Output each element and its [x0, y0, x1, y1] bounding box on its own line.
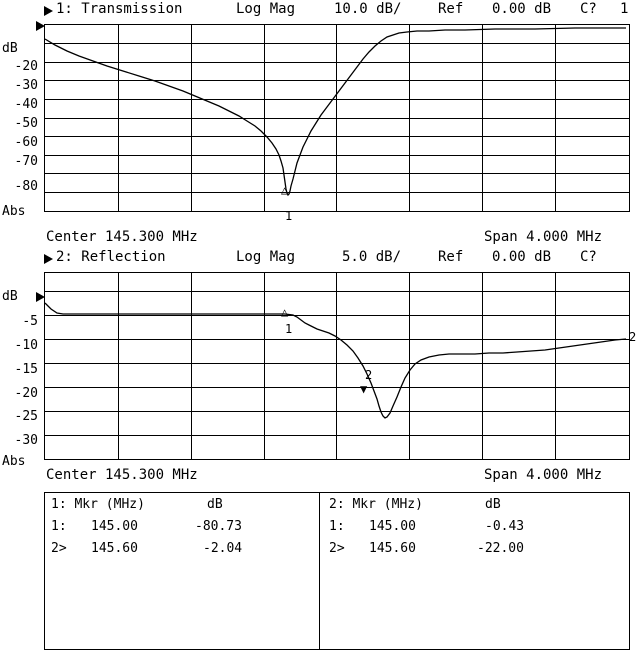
channel2-db-axis-label: dB: [2, 289, 18, 304]
marker-table: [44, 492, 630, 650]
channel1-cal-status: C?: [580, 1, 597, 17]
channel2-ytick--5: -5: [22, 314, 38, 329]
channel1-title: 1: Transmission: [56, 1, 183, 17]
channel2-ytick--20: -20: [14, 386, 38, 401]
channel2-ref-label: Ref: [438, 249, 464, 265]
marker-table-left-row1-freq: 145.00: [91, 519, 138, 534]
channel1-ref-label: Ref: [438, 1, 464, 17]
channel2-ytick--25: -25: [14, 409, 38, 424]
channel1-scale: 10.0 dB/: [334, 1, 402, 17]
marker-table-divider: [319, 493, 320, 649]
channel2-cal-status: C?: [580, 249, 597, 265]
marker-table-right-row1-value: -0.43: [485, 519, 525, 534]
marker-table-left-row2-value: -2.04: [203, 541, 243, 556]
channel2-title: 2: Reflection: [56, 249, 166, 265]
channel1-ytick--60: -60: [14, 135, 38, 150]
channel2-trace: [45, 273, 627, 457]
marker-table-left-row2-freq: 145.60: [91, 541, 138, 556]
marker-table-left-row1-index: 1:: [51, 519, 67, 534]
channel1-span: Span 4.000 MHz: [484, 229, 603, 245]
marker-table-right-row1-freq: 145.00: [369, 519, 416, 534]
channel2-span: Span 4.000 MHz: [484, 467, 603, 483]
channel2-abs-label: Abs: [2, 454, 26, 469]
channel2-right-edge-marker: 2: [629, 330, 637, 344]
channel2-ytick--10: -10: [14, 338, 38, 353]
marker-table-left-row1-value: -80.73: [195, 519, 242, 534]
channel2-active-arrow-icon: [44, 254, 53, 264]
marker-table-right-row2-freq: 145.60: [369, 541, 416, 556]
marker-table-right-header-col2: dB: [485, 497, 501, 512]
channel1-ytick--70: -70: [14, 154, 38, 169]
channel1-marker1-symbol: △: [281, 183, 289, 197]
channel1-db-axis-label: dB: [2, 41, 18, 56]
channel2-ytick--30: -30: [14, 433, 38, 448]
channel1-format: Log Mag: [236, 1, 296, 17]
channel2-marker2-symbol: ▼: [360, 382, 368, 396]
marker-table-left-row2-index: 2>: [51, 541, 67, 556]
channel2-center-frequency: Center 145.300 MHz: [46, 467, 198, 483]
channel2-format: Log Mag: [236, 249, 296, 265]
channel1-trace: [45, 25, 627, 209]
channel1-active-arrow-icon: [44, 6, 53, 16]
channel2-graticule: [44, 272, 630, 460]
marker-table-right-header-col1: 2: Mkr (MHz): [329, 497, 423, 512]
channel1-ytick--20: -20: [14, 59, 38, 74]
channel2-marker1-label: 1: [285, 322, 293, 336]
channel1-ytick--50: -50: [14, 116, 38, 131]
channel2-ytick--15: -15: [14, 362, 38, 377]
marker-table-left-header-col2: dB: [207, 497, 223, 512]
channel1-graticule: [44, 24, 630, 212]
channel2-scale: 5.0 dB/: [342, 249, 402, 265]
channel2-ref-value: 0.00 dB: [492, 249, 552, 265]
channel2-marker1-symbol: △: [281, 305, 289, 319]
channel1-center-frequency: Center 145.300 MHz: [46, 229, 198, 245]
channel1-corner-label: 1: [620, 1, 629, 17]
channel1-ref-value: 0.00 dB: [492, 1, 552, 17]
marker-table-right-row2-index: 2>: [329, 541, 345, 556]
channel2-marker2-label: 2: [365, 368, 373, 382]
channel1-ytick--30: -30: [14, 78, 38, 93]
channel1-abs-label: Abs: [2, 204, 26, 219]
marker-table-right-row1-index: 1:: [329, 519, 345, 534]
channel1-ytick--40: -40: [14, 97, 38, 112]
channel1-marker1-label: 1: [285, 209, 293, 223]
marker-table-left-header-col1: 1: Mkr (MHz): [51, 497, 145, 512]
channel1-ytick--80: -80: [14, 179, 38, 194]
marker-table-right-row2-value: -22.00: [477, 541, 524, 556]
